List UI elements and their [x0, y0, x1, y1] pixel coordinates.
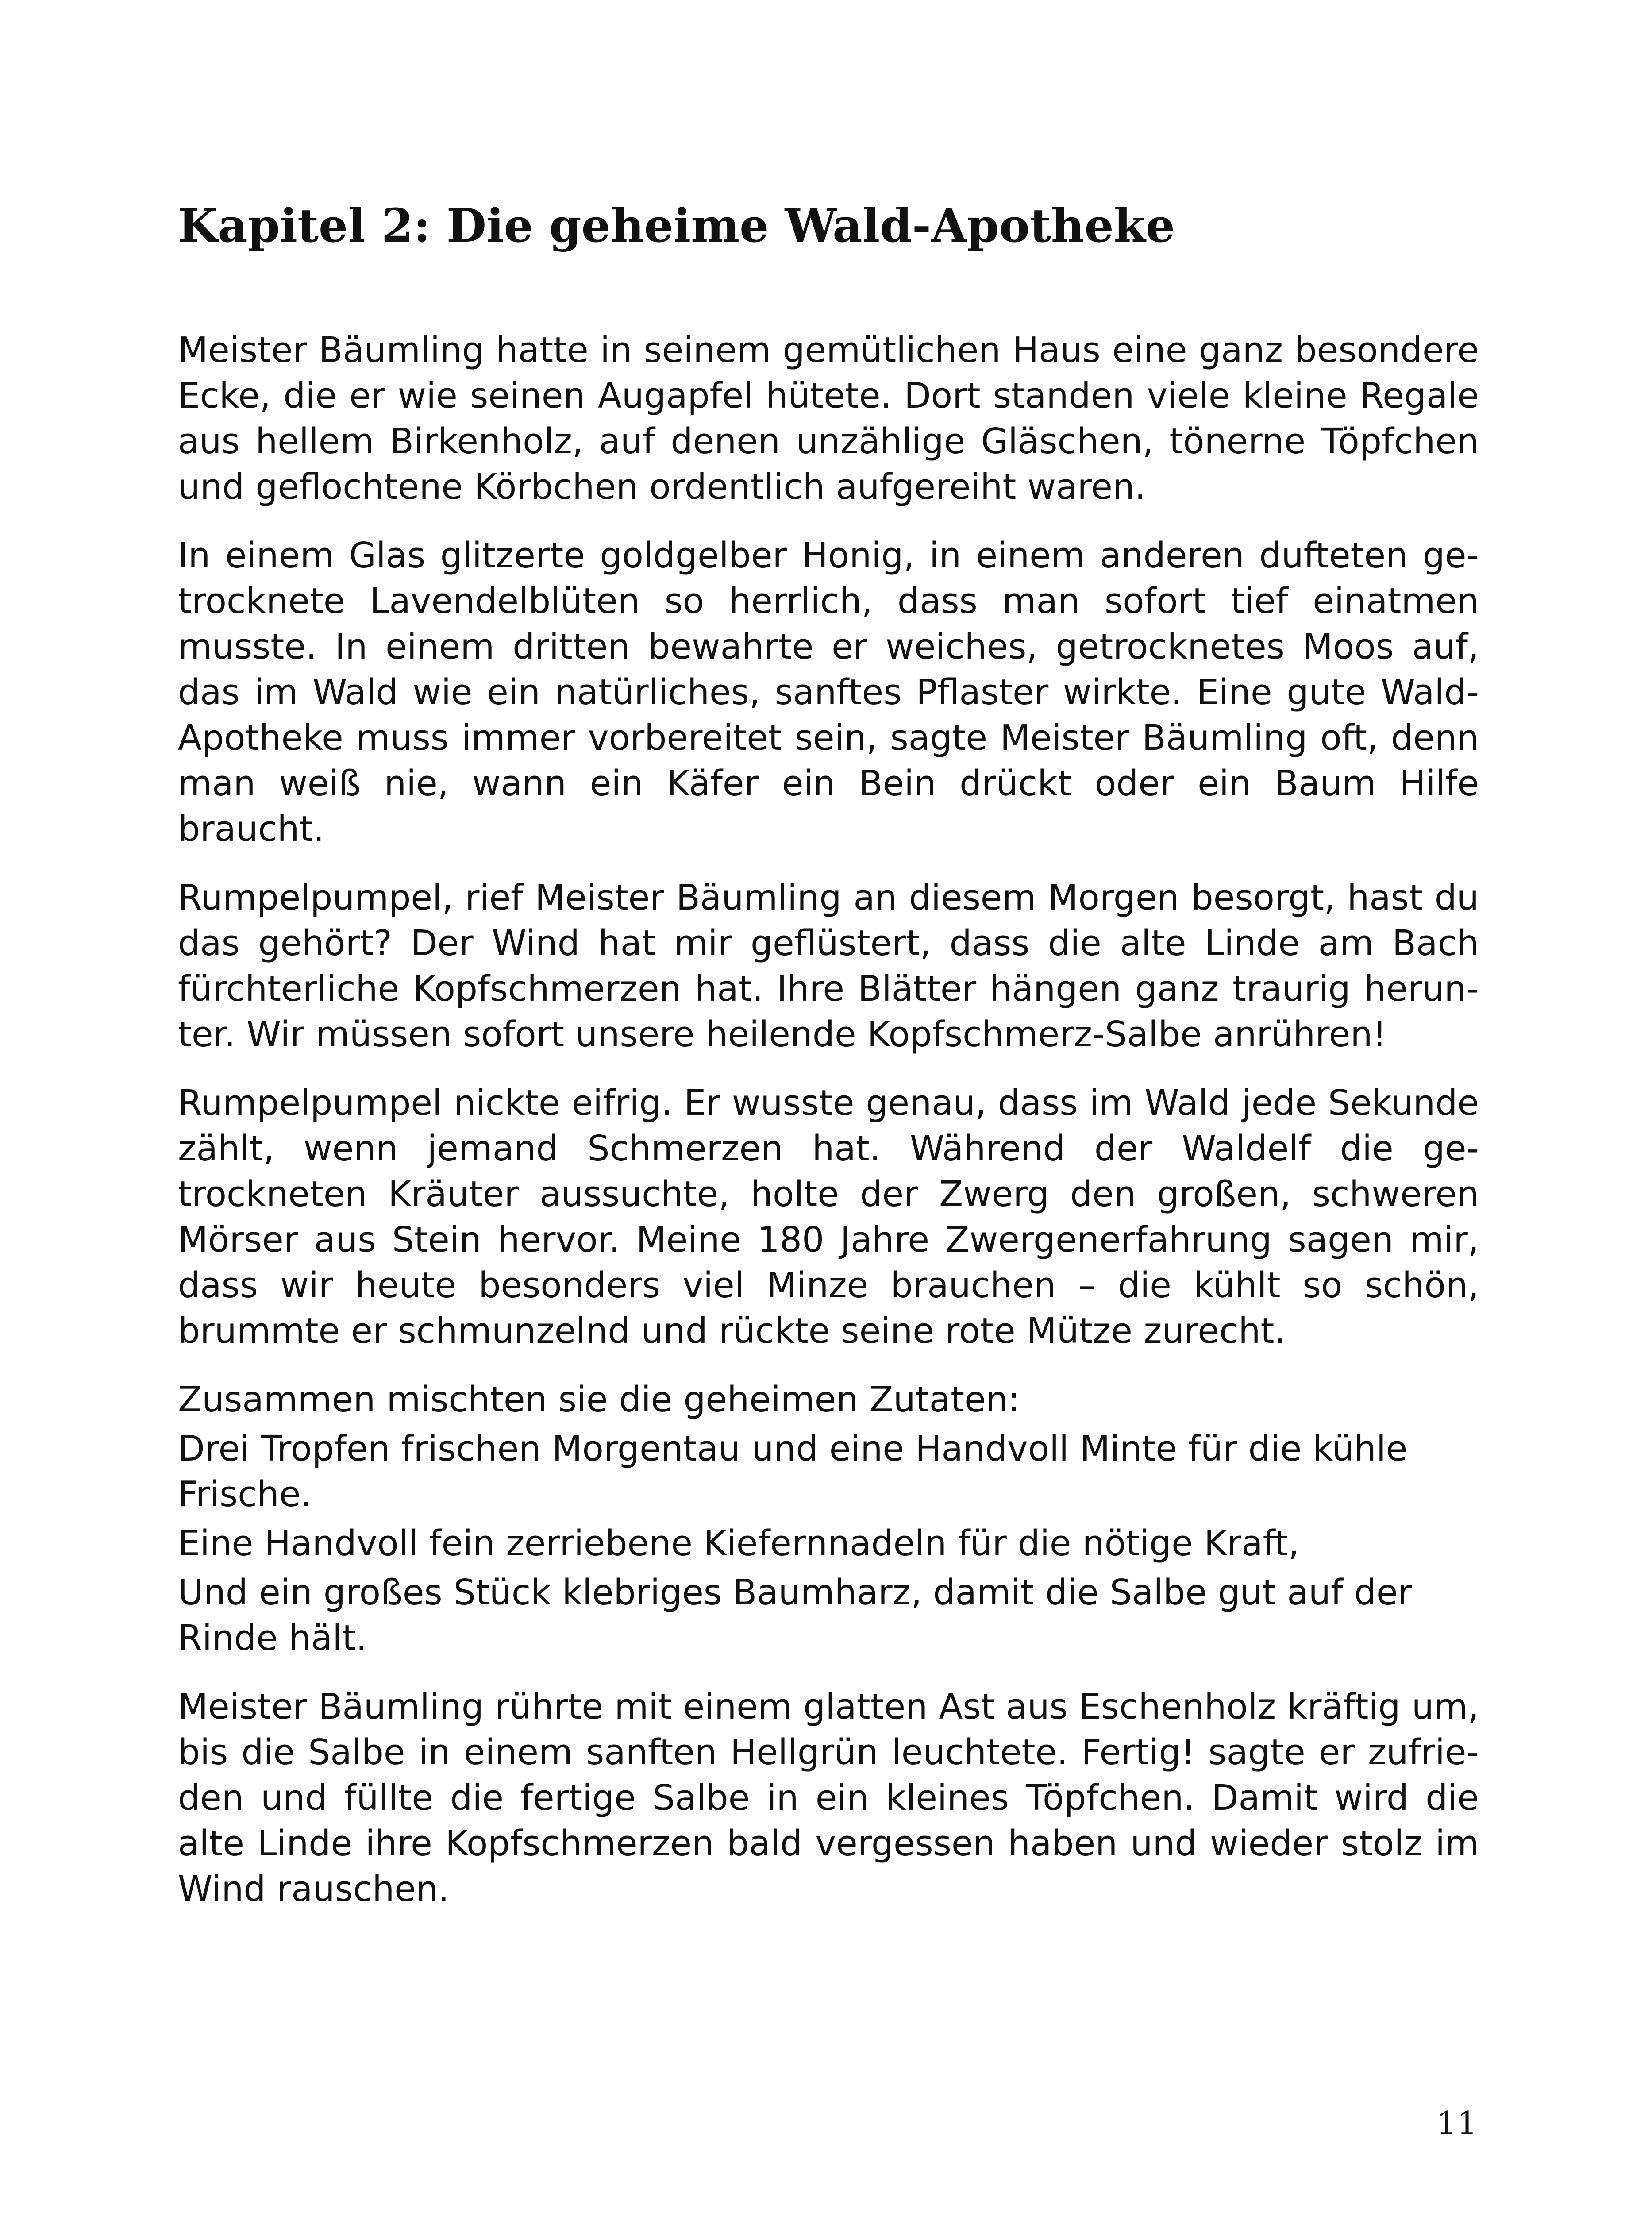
chapter-title: Kapitel 2: Die geheime Wald-Apotheke	[178, 198, 1175, 253]
paragraph-3: Rumpelpumpel, rief Meister Bäumling an diesem Morgen besorgt, hast du das gehört? Der Wind hat mir geflüstert, dass die alte Linde am Bach fürchterliche Kopfschmerzen hat. Ihre Blätter hängen ganz traurig herunter. Wir müssen sofort unsere heilende Kopfschmerz-Salbe anrühren!	[178, 877, 1479, 1055]
recipe-item: Drei Tropfen frischen Morgentau und eine Handvoll Minte für die kühle Frische.	[178, 1428, 1408, 1515]
recipe-list	[178, 1377, 1479, 1661]
recipe-item: Und ein großes Stück klebriges Baumharz, damit die Salbe gut auf der Rinde hält.	[178, 1572, 1413, 1658]
paragraph-1: Meister Bäumling hatte in seinem gemütlichen Haus eine ganz besondere Ecke, die er wie seinen Augapfel hütete. Dort standen viele kleine Regale aus hellem Birkenholz, auf denen unzählige Gläschen, tönerne Töpfchen und geflochtene Körbchen ordentlich aufgereiht waren.	[178, 330, 1479, 507]
page-number: 11	[1436, 2105, 1477, 2142]
recipe-intro: Zusammen mischten sie die geheimen Zutaten:	[178, 1379, 1020, 1420]
paragraph-2: In einem Glas glitzerte goldgelber Honig, in einem anderen dufteten getrocknete Lavendelblüten so herrlich, dass man sofort tief einatmen musste. In einem dritten bewahrte er weiches, getrocknetes Moos auf, das im Wald wie ein natürliches, sanftes Pflaster wirkte. Eine gute Wald-Apotheke muss immer vorbereitet sein, sagte Meister Bäumling oft, denn man weiß nie, wann ein Käfer ein Bein drückt oder ein Baum Hilfe braucht.	[178, 535, 1479, 849]
page-content	[178, 195, 1479, 1935]
closing-paragraph: Meister Bäumling rührte mit einem glatten Ast aus Eschenholz kräftig um, bis die Salbe in einem sanften Hellgrün leuchtete. Fertig! sagte er zufrieden und füllte die fertige Salbe in ein kleines Töpfchen. Damit wird die alte Linde ihre Kopfschmerzen bald vergessen haben und wieder stolz im Wind rauschen.	[178, 1686, 1479, 1909]
recipe-item: Eine Handvoll fein zerriebene Kiefernnadeln für die nötige Kraft,	[178, 1523, 1300, 1564]
paragraph-4: Rumpelpumpel nickte eifrig. Er wusste genau, dass im Wald jede Sekunde zählt, wenn jemand Schmerzen hat. Während der Waldelf die getrockneten Kräuter aussuchte, holte der Zwerg den großen, schweren Mörser aus Stein hervor. Meine 180 Jahre Zwergenerfahrung sagen mir, dass wir heute besonders viel Minze brauchen – die kühlt so schön, brummte er schmunzelnd und rückte seine rote Mütze zurecht.	[178, 1083, 1479, 1351]
